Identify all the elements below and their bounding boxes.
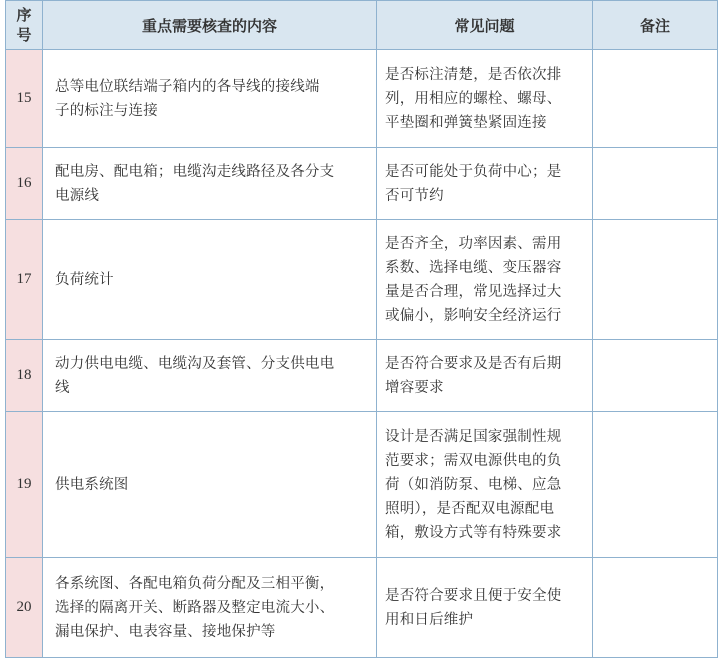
issue-line: 系数、选择电缆、变压器容 [385,259,562,276]
content-line: 子的标注与连接 [55,102,158,119]
table-header-row [6,1,718,50]
row-content [43,340,377,412]
row-number: 17 [6,220,43,340]
header-remark: 备注 [593,1,718,50]
issue-line: 照明），是否配双电源配电 [385,500,555,517]
row-remark [593,50,718,148]
header-serial-number [6,1,43,50]
content-line: 总等电位联结端子箱内的各导线的接线端 [55,78,320,95]
row-content [43,412,377,558]
header-content: 重点需要核查的内容 [43,1,377,50]
row-number: 16 [6,148,43,220]
issue-line: 否可节约 [385,187,444,204]
content-line: 负荷统计 [55,271,114,288]
content-line: 漏电保护、电表容量、接地保护等 [55,623,276,640]
issue-line: 平垫圈和弹簧垫紧固连接 [385,114,547,131]
table-row [6,50,718,148]
table-row [6,220,718,340]
row-number: 19 [6,412,43,558]
row-remark [593,340,718,412]
issue-line: 增容要求 [385,379,444,396]
row-content [43,558,377,658]
content-line: 线 [55,379,70,396]
issue-line: 量是否合理，常见选择过大 [385,283,562,300]
table-row [6,558,718,658]
row-issue [377,220,593,340]
issue-line: 是否符合要求且便于安全使 [385,587,562,604]
issue-line: 是否标注清楚，是否依次排 [385,66,562,83]
issue-line: 列，用相应的螺栓、螺母、 [385,90,562,107]
content-line: 配电房、配电箱；电缆沟走线路径及各分支 [55,163,335,180]
issue-line: 设计是否满足国家强制性规 [385,428,562,445]
issue-line: 范要求；需双电源供电的负 [385,452,562,469]
content-line: 选择的隔离开关、断路器及整定电流大小、 [55,599,335,616]
row-number: 18 [6,340,43,412]
review-checklist-table [5,0,718,658]
issue-line: 是否齐全，功率因素、需用 [385,235,562,252]
row-content [43,50,377,148]
content-line: 各系统图、各配电箱负荷分配及三相平衡， [55,575,335,592]
row-number: 15 [6,50,43,148]
header-issue: 常见问题 [377,1,593,50]
issue-line: 荷（如消防泵、电梯、应急 [385,476,562,493]
row-issue [377,558,593,658]
issue-line: 是否可能处于负荷中心；是 [385,163,562,180]
header-serial-line1: 序 [16,6,32,24]
row-issue [377,412,593,558]
row-remark [593,148,718,220]
row-remark [593,558,718,658]
row-issue [377,148,593,220]
row-issue [377,50,593,148]
content-line: 动力供电电缆、电缆沟及套管、分支供电电 [55,355,335,372]
content-line: 电源线 [55,187,100,204]
issue-line: 是否符合要求及是否有后期 [385,355,562,372]
content-line: 供电系统图 [55,476,129,493]
table-row [6,340,718,412]
table-row [6,412,718,558]
issue-line: 箱，敷设方式等有特殊要求 [385,524,562,541]
issue-line: 或偏小，影响安全经济运行 [385,307,562,324]
row-remark [593,220,718,340]
row-number: 20 [6,558,43,658]
header-serial-line2: 号 [16,26,32,44]
issue-line: 用和日后维护 [385,611,474,628]
row-content [43,148,377,220]
row-content [43,220,377,340]
table-row [6,148,718,220]
row-remark [593,412,718,558]
row-issue [377,340,593,412]
